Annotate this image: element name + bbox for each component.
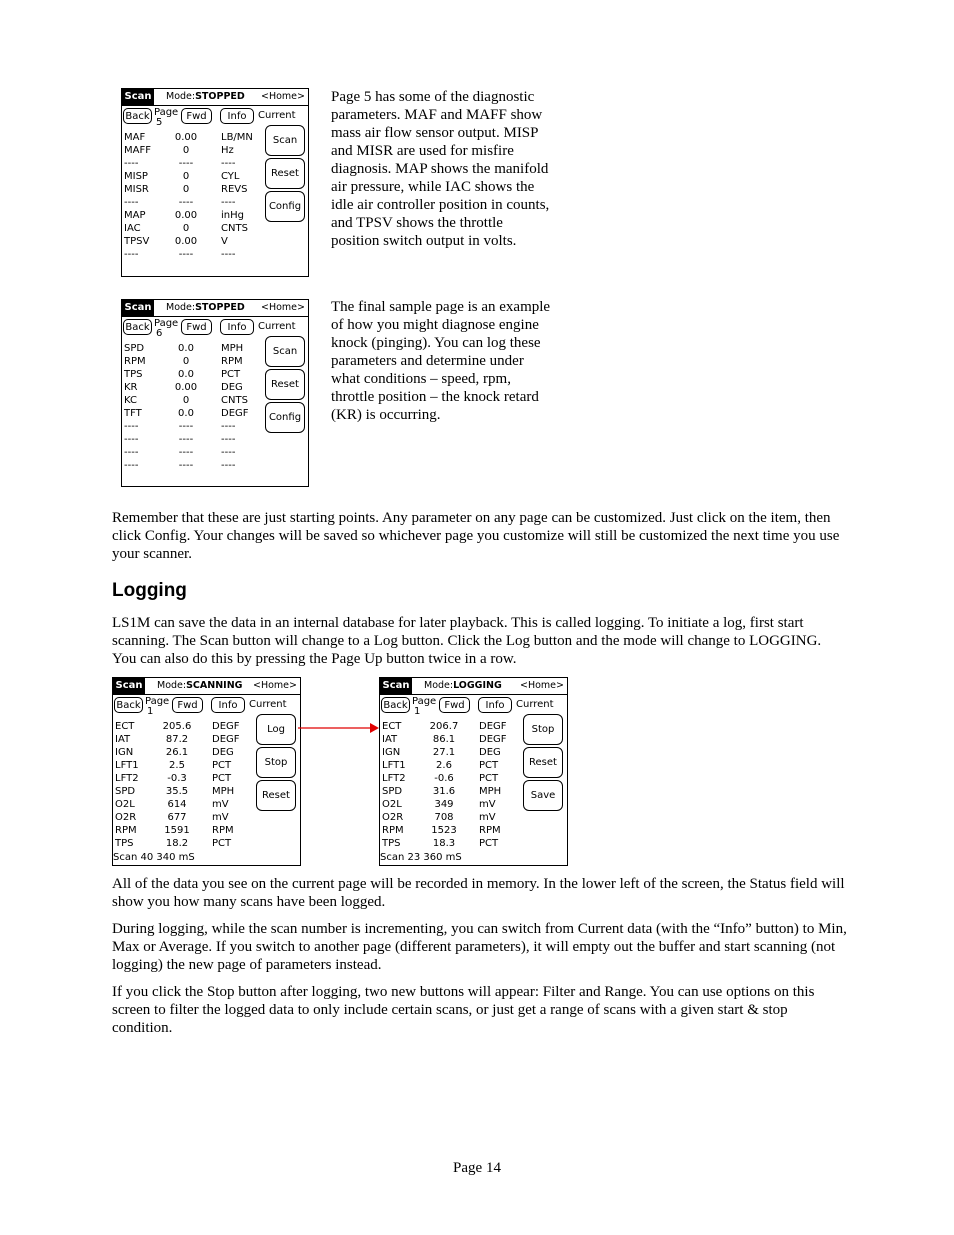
side-button-reset[interactable]: Reset	[265, 369, 305, 400]
param-unit: DEG	[221, 382, 243, 393]
param-name: ----	[124, 460, 139, 471]
parameter-row[interactable]	[382, 772, 520, 785]
parameter-row[interactable]	[115, 759, 253, 772]
side-button-save[interactable]: Save	[523, 780, 563, 811]
param-unit: RPM	[212, 825, 234, 836]
side-button-reset[interactable]: Reset	[265, 158, 305, 189]
current-label: Current	[258, 321, 296, 332]
param-unit: PCT	[479, 760, 499, 771]
param-name: LFT1	[115, 760, 139, 771]
parameter-row[interactable]	[124, 355, 262, 368]
parameter-row[interactable]	[382, 720, 520, 733]
parameter-row[interactable]	[124, 183, 262, 196]
param-name: ----	[124, 434, 139, 445]
param-value: ----	[178, 158, 194, 169]
param-unit: ----	[221, 197, 236, 208]
param-name: TPSV	[124, 236, 150, 247]
param-unit: ----	[221, 249, 236, 260]
param-value: -0.6	[434, 773, 454, 784]
param-value: 86.1	[432, 734, 456, 745]
param-unit: mV	[212, 812, 229, 823]
page-number-label: 1	[414, 706, 421, 717]
param-value: 0	[182, 356, 190, 367]
param-value: ----	[178, 421, 194, 432]
info-button[interactable]: Info	[211, 697, 245, 713]
info-button[interactable]: Info	[220, 108, 254, 124]
parameter-row[interactable]	[124, 248, 262, 261]
home-link[interactable]: <Home>	[520, 680, 564, 691]
mode-value: STOPPED	[195, 302, 245, 313]
side-button-config[interactable]: Config	[265, 191, 305, 222]
status-field: Scan 23 360 mS	[380, 852, 462, 863]
param-name: LFT2	[382, 773, 406, 784]
fwd-button[interactable]: Fwd	[172, 697, 203, 713]
param-name: ECT	[382, 721, 402, 732]
param-name: ----	[124, 447, 139, 458]
side-button-scan[interactable]: Scan	[265, 125, 305, 156]
paragraph-recorded: All of the data you see on the current page will be recorded in memory. In the lower left of the screen, the Status field will show you how many scans have been logged.	[112, 876, 845, 910]
page-number: Page 14	[453, 1160, 501, 1176]
mode-indicator	[166, 301, 245, 315]
param-name: TPS	[115, 838, 134, 849]
side-button-stop[interactable]: Stop	[523, 714, 563, 745]
param-value: 349	[434, 799, 454, 810]
param-unit: DEG	[479, 747, 501, 758]
param-value: 677	[167, 812, 187, 823]
param-unit: REVS	[221, 184, 248, 195]
param-name: ----	[124, 249, 139, 260]
arrow-icon	[296, 721, 382, 735]
param-value: ----	[178, 249, 194, 260]
param-value: -0.3	[167, 773, 187, 784]
param-unit: DEGF	[212, 721, 240, 732]
parameter-row[interactable]	[124, 368, 262, 381]
param-name: SPD	[115, 786, 136, 797]
param-name: MAP	[124, 210, 146, 221]
side-button-reset[interactable]: Reset	[256, 780, 296, 811]
param-value: 2.6	[436, 760, 452, 771]
home-link[interactable]: <Home>	[253, 680, 297, 691]
param-value: 0	[182, 184, 190, 195]
scan-tab[interactable]: Scan	[122, 89, 154, 105]
param-value: 0	[182, 223, 190, 234]
param-unit: MPH	[479, 786, 502, 797]
palm-screen-page6	[121, 299, 309, 487]
mode-indicator	[157, 679, 242, 693]
param-name: ----	[124, 197, 139, 208]
param-name: TPS	[124, 369, 143, 380]
side-button-config[interactable]: Config	[265, 402, 305, 433]
param-name: MISP	[124, 171, 148, 182]
parameter-row[interactable]	[115, 824, 253, 837]
paragraph-during-logging: During logging, while the scan number is incrementing, you can switch from Current data (with the “Info” button) to Min, Max or Average. If you switch to another page (different parameters), it will empty out the buffer and start scanning (not logging) the new page of parameters instead.	[112, 921, 847, 973]
param-unit: DEG	[212, 747, 234, 758]
mode-value: LOGGING	[453, 680, 502, 691]
param-value: 1523	[431, 825, 457, 836]
page-label: Page	[154, 318, 179, 329]
parameter-row[interactable]	[115, 733, 253, 746]
param-value: 35.5	[165, 786, 189, 797]
parameter-row[interactable]	[115, 811, 253, 824]
param-unit: PCT	[221, 369, 241, 380]
back-button[interactable]: Back	[381, 697, 410, 713]
param-unit: LB/MN	[221, 132, 253, 143]
parameter-row[interactable]	[124, 381, 262, 394]
fwd-button[interactable]: Fwd	[181, 108, 212, 124]
param-unit: ----	[221, 158, 236, 169]
parameter-row[interactable]	[382, 837, 520, 850]
param-unit: RPM	[221, 356, 243, 367]
param-name: LFT2	[115, 773, 139, 784]
title-bar	[122, 300, 308, 317]
parameter-row[interactable]	[124, 209, 262, 222]
param-unit: mV	[479, 812, 496, 823]
param-unit: mV	[212, 799, 229, 810]
title-bar	[122, 89, 308, 106]
back-button[interactable]: Back	[123, 319, 152, 335]
scan-tab[interactable]: Scan	[113, 678, 145, 694]
param-value: 0.0	[178, 408, 194, 419]
param-name: ----	[124, 421, 139, 432]
param-unit: ----	[221, 460, 236, 471]
parameter-row[interactable]	[382, 798, 520, 811]
param-unit: PCT	[479, 838, 499, 849]
side-button-stop[interactable]: Stop	[256, 747, 296, 778]
param-name: MISR	[124, 184, 149, 195]
description-page5: Page 5 has some of the diagnostic parameters. MAF and MAFF show mass air flow sensor output. MISP and MISR are used for misfire diagnosis. MAP shows the manifold air pressure, while IAC shows the idle air controller position in counts, and TPSV shows the throttle position switch output in volts.	[331, 89, 550, 249]
page-number-label: 1	[147, 706, 154, 717]
current-label: Current	[249, 699, 287, 710]
param-name: RPM	[124, 356, 146, 367]
parameter-row[interactable]	[124, 144, 262, 157]
home-link[interactable]: <Home>	[261, 302, 305, 313]
parameter-row[interactable]	[124, 446, 262, 459]
param-name: ECT	[115, 721, 135, 732]
parameter-row[interactable]	[382, 824, 520, 837]
param-unit: CNTS	[221, 223, 248, 234]
param-value: 31.6	[432, 786, 456, 797]
param-unit: MPH	[221, 343, 244, 354]
param-value: 0.00	[174, 210, 198, 221]
section-heading-logging: Logging	[112, 580, 187, 601]
parameter-row[interactable]	[124, 407, 262, 420]
parameter-row[interactable]	[115, 837, 253, 850]
param-name: O2L	[382, 799, 402, 810]
param-name: IGN	[115, 747, 134, 758]
title-bar	[380, 678, 567, 695]
param-name: IAT	[382, 734, 398, 745]
info-button[interactable]: Info	[478, 697, 512, 713]
param-value: ----	[178, 447, 194, 458]
page-number-label: 6	[156, 328, 163, 339]
parameter-row[interactable]	[382, 733, 520, 746]
parameter-row[interactable]	[124, 157, 262, 170]
param-value: 0.0	[178, 369, 194, 380]
side-button-scan[interactable]: Scan	[265, 336, 305, 367]
param-name: O2R	[115, 812, 137, 823]
mode-indicator	[166, 90, 245, 104]
param-value: 708	[434, 812, 454, 823]
parameter-row[interactable]	[124, 235, 262, 248]
side-button-log[interactable]: Log	[256, 714, 296, 745]
scan-tab[interactable]: Scan	[122, 300, 154, 316]
param-name: O2R	[382, 812, 404, 823]
parameter-row[interactable]	[382, 746, 520, 759]
home-link[interactable]: <Home>	[261, 91, 305, 102]
param-unit: PCT	[479, 773, 499, 784]
scan-tab[interactable]: Scan	[380, 678, 412, 694]
param-unit: PCT	[212, 838, 232, 849]
paragraph-customize: Remember that these are just starting points. Any parameter on any page can be customized. Just click on the item, then click Config. Your changes will be saved so whichever page you customize will still be customized the next time you use your scanner.	[112, 510, 840, 562]
status-field: Scan 40 340 mS	[113, 852, 195, 863]
param-name: IGN	[382, 747, 401, 758]
parameter-row[interactable]	[382, 785, 520, 798]
param-value: ----	[178, 434, 194, 445]
parameter-row[interactable]	[115, 720, 253, 733]
param-unit: ----	[221, 421, 236, 432]
paragraph-stop-button: If you click the Stop button after logging, two new buttons will appear: Filter and Range. You can use options on this screen to filter the logged data to only include certain scans, or just get a range of scans with a given start & stop condition.	[112, 984, 815, 1036]
palm-screen-page5	[121, 88, 309, 277]
page-number-label: 5	[156, 117, 163, 128]
parameter-row[interactable]	[124, 459, 262, 472]
param-unit: CYL	[221, 171, 240, 182]
page-label: Page	[145, 696, 170, 707]
current-label: Current	[516, 699, 554, 710]
parameter-row[interactable]	[124, 342, 262, 355]
param-name: RPM	[382, 825, 404, 836]
param-value: 0	[182, 145, 190, 156]
page-label: Page	[154, 107, 179, 118]
param-unit: ----	[221, 434, 236, 445]
mode-label: Mode:	[166, 302, 196, 313]
mode-value: STOPPED	[195, 91, 245, 102]
info-button[interactable]: Info	[220, 319, 254, 335]
param-value: 0	[182, 395, 190, 406]
param-name: KR	[124, 382, 138, 393]
param-value: 0	[182, 171, 190, 182]
mode-indicator	[424, 679, 502, 693]
param-name: MAF	[124, 132, 146, 143]
param-unit: CNTS	[221, 395, 248, 406]
parameter-row[interactable]	[382, 759, 520, 772]
param-name: SPD	[124, 343, 145, 354]
param-value: 0.00	[174, 236, 198, 247]
param-name: LFT1	[382, 760, 406, 771]
fwd-button[interactable]: Fwd	[181, 319, 212, 335]
param-unit: DEGF	[479, 734, 507, 745]
parameter-row[interactable]	[124, 222, 262, 235]
param-value: 87.2	[165, 734, 189, 745]
param-unit: V	[221, 236, 228, 247]
param-value: 206.7	[429, 721, 459, 732]
mode-label: Mode:	[424, 680, 454, 691]
parameter-row[interactable]	[115, 746, 253, 759]
param-value: 614	[167, 799, 187, 810]
param-unit: ----	[221, 447, 236, 458]
palm-screen-logging	[379, 677, 568, 866]
param-name: KC	[124, 395, 137, 406]
param-unit: DEGF	[212, 734, 240, 745]
param-unit: PCT	[212, 760, 232, 771]
param-unit: mV	[479, 799, 496, 810]
parameter-row[interactable]	[115, 798, 253, 811]
paragraph-logging-intro: LS1M can save the data in an internal database for later playback. This is called logging. To initiate a log, first start scanning. The Scan button will change to a Log button. Click the Log button and the mode will change to LOGGING. You can also do this by pressing the Page Up button twice in a row.	[112, 615, 822, 667]
param-unit: inHg	[221, 210, 244, 221]
param-unit: MPH	[212, 786, 235, 797]
param-value: 27.1	[432, 747, 456, 758]
mode-label: Mode:	[166, 91, 196, 102]
parameter-row[interactable]	[382, 811, 520, 824]
param-unit: DEGF	[221, 408, 249, 419]
param-name: IAT	[115, 734, 131, 745]
param-name: SPD	[382, 786, 403, 797]
side-button-reset[interactable]: Reset	[523, 747, 563, 778]
palm-screen-scanning	[112, 677, 301, 866]
param-unit: PCT	[212, 773, 232, 784]
param-name: O2L	[115, 799, 135, 810]
param-name: IAC	[124, 223, 141, 234]
param-name: RPM	[115, 825, 137, 836]
page-label: Page	[412, 696, 437, 707]
title-bar	[113, 678, 300, 695]
param-value: 18.2	[165, 838, 189, 849]
parameter-row[interactable]	[124, 131, 262, 144]
param-value: 0.00	[174, 382, 198, 393]
parameter-row[interactable]	[124, 170, 262, 183]
param-value: 0.0	[178, 343, 194, 354]
param-value: ----	[178, 460, 194, 471]
parameter-row[interactable]	[115, 785, 253, 798]
param-value: 2.5	[169, 760, 185, 771]
param-value: 18.3	[432, 838, 456, 849]
parameter-row[interactable]	[124, 196, 262, 209]
param-value: 1591	[164, 825, 190, 836]
description-page6: The final sample page is an example of how you might diagnose engine knock (pinging). You can log these parameters and determine under what conditions – speed, rpm, throttle position – the knock retard (KR) is occurring.	[331, 299, 551, 423]
param-name: ----	[124, 158, 139, 169]
mode-label: Mode:	[157, 680, 187, 691]
param-name: TFT	[124, 408, 142, 419]
param-value: 0.00	[174, 132, 198, 143]
parameter-row[interactable]	[124, 420, 262, 433]
param-unit: DEGF	[479, 721, 507, 732]
param-unit: RPM	[479, 825, 501, 836]
back-button[interactable]: Back	[114, 697, 143, 713]
param-value: 26.1	[165, 747, 189, 758]
param-name: TPS	[382, 838, 401, 849]
mode-value: SCANNING	[186, 680, 243, 691]
param-value: 205.6	[162, 721, 192, 732]
parameter-row[interactable]	[124, 433, 262, 446]
fwd-button[interactable]: Fwd	[439, 697, 470, 713]
parameter-row[interactable]	[124, 394, 262, 407]
current-label: Current	[258, 110, 296, 121]
param-name: MAFF	[124, 145, 151, 156]
param-value: ----	[178, 197, 194, 208]
param-unit: Hz	[221, 145, 234, 156]
parameter-row[interactable]	[115, 772, 253, 785]
back-button[interactable]: Back	[123, 108, 152, 124]
